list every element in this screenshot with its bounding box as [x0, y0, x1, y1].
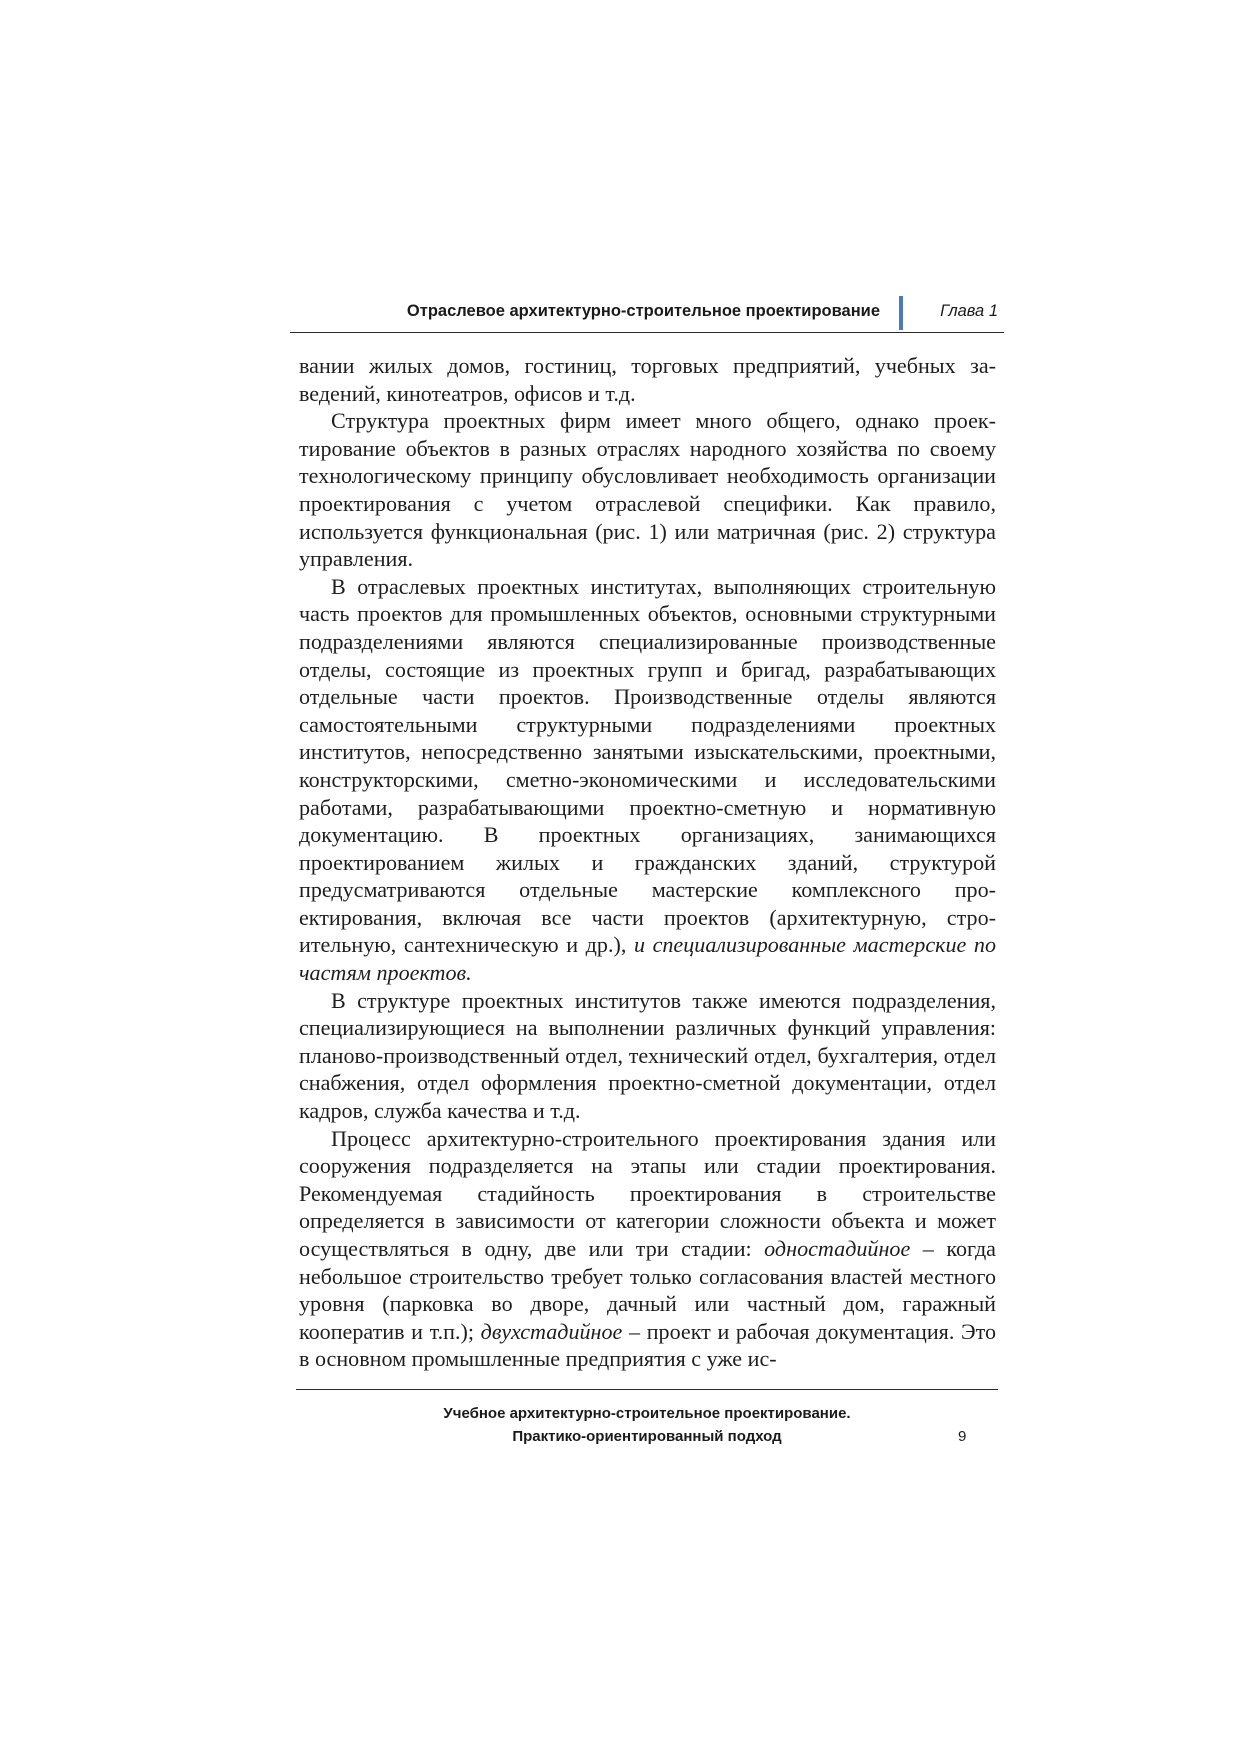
paragraph-5-italic-2: двухстадийное [480, 1318, 623, 1344]
body-text [299, 352, 996, 1373]
paragraph-4: В структуре проектных институтов также имеются подразделения, специализирующиеся на выполнении различных функций управления: планово-производственный отдел, технический отдел, бухгалтерия, отдел снабжения, отдел оформления проектно-сметной документации, отдел кадров, служба качества и т.д. [299, 987, 996, 1124]
paragraph-5-text-c: – проект и рабочая документация. Это в основном промышленные предприятия с уже ис- [299, 1318, 996, 1372]
page-number: 9 [958, 1428, 967, 1445]
paragraph-3-text: В отраслевых проектных институтах, выполняющих строительную часть проектов для промышленных объектов, основными структурными подразделениями являются специализированные производственные отделы, состоящие из проектных групп и бригад, разрабатывающих отдельные части проектов. Производственные отделы являются самостоятельными структурными подразделениями проектных институтов, непосредственно занятыми изыскательскими, проектными, конструкторскими, сметно-экономическими и исследовательскими работами, разрабатывающими проектно-сметную и нормативную документацию. В проектных организациях, занимающихся проектированием жилых и гражданских зданий, структурой предусматриваются отдельные мастерские комплексного проектирования, включая все части проектов (архитектурную, строительную, сантехническую и др.), [299, 573, 996, 958]
header-divider [899, 296, 903, 330]
header-title: Отраслевое архитектурно-строительное проектирование [406, 302, 880, 320]
footer-line-1: Учебное архитектурно-строительное проектирование. [443, 1405, 851, 1422]
footer-line-2: Практико-ориентированный подход [512, 1428, 782, 1445]
paragraph-1: вании жилых домов, гостиниц, торговых предприятий, учебных заведений, кинотеатров, офисов и т.д. [299, 353, 996, 406]
header-chapter: Глава 1 [940, 302, 998, 320]
paragraph-5 [299, 1125, 996, 1373]
paragraph-5-text-b: – когда небольшое строительство требует только согласования властей местного уровня (парковка во дворе, дачный или частный дом, гаражный кооператив и т.п.); [299, 1236, 996, 1344]
footer-text [296, 1402, 998, 1448]
paragraph-5-italic-1: одностадийное [764, 1236, 911, 1261]
paragraph-2: Структура проектных фирм имеет много общего, однако проектирование объектов в разных отраслях народного хозяйства по своему технологическому принципу обусловливает необходимость организации проектирования с учетом отраслевой специфики. Как правило, используется функциональная (рис. 1) или матричная (рис. 2) структура управления. [299, 408, 996, 572]
running-header [290, 296, 1004, 333]
footer-rule [296, 1389, 998, 1390]
paragraph-5-text-a: Процесс архитектурно-строительного проектирования здания или сооружения подразделяется на этапы или стадии проектирования. Рекомендуемая стадийность проектирования в строительстве определяется в зависимости от категории сложности объекта и может осуществляться в одну, две или три стадии: [299, 1125, 996, 1261]
paragraph-3 [299, 573, 996, 987]
paragraph-3-italic: и специализированные мастерские по частям проектов. [299, 932, 996, 986]
